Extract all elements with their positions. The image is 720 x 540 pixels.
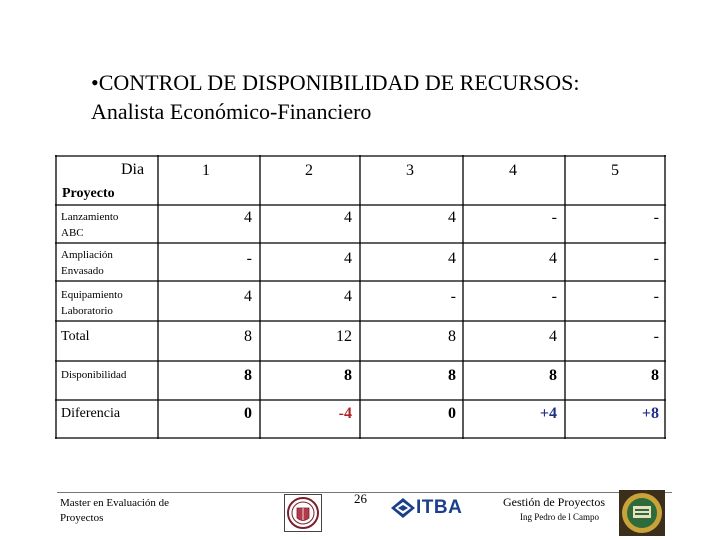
disponibilidad-cell: 8 <box>244 367 252 384</box>
corner-day-label: Dia <box>121 161 145 178</box>
university-seal-icon <box>284 494 322 532</box>
total-cell: - <box>653 328 659 345</box>
diferencia-cell: 0 <box>244 405 252 422</box>
table-cell: - <box>653 288 659 305</box>
day-header-2: 2 <box>305 162 313 179</box>
diferencia-cell-positive: +4 <box>539 405 557 422</box>
table-cell: 4 <box>344 250 352 267</box>
table-cell: 4 <box>448 250 456 267</box>
table-cell: 4 <box>244 209 252 226</box>
itba-logo <box>390 497 468 519</box>
table-grid <box>55 155 666 439</box>
table-cell: 4 <box>549 250 557 267</box>
table-cell: - <box>653 209 659 226</box>
footer-author: Ing Pedro de l Campo <box>520 512 599 522</box>
table-cell: 4 <box>448 209 456 226</box>
table-cell: - <box>551 288 557 305</box>
row-label: Lanzamiento ABC <box>61 211 119 239</box>
diferencia-cell-positive: +8 <box>641 405 659 422</box>
disponibilidad-label: Disponibilidad <box>61 369 127 381</box>
title-line-1: •CONTROL DE DISPONIBILIDAD DE RECURSOS: <box>91 70 580 95</box>
day-header-1: 1 <box>202 162 210 179</box>
page-number: 26 <box>354 491 367 506</box>
disponibilidad-cell: 8 <box>651 367 659 384</box>
diferencia-cell: 0 <box>448 405 456 422</box>
total-cell: 4 <box>549 328 557 345</box>
footer-program: Master en Evaluación de Proyectos <box>60 497 170 524</box>
day-header-3: 3 <box>406 162 414 179</box>
table-cell: 4 <box>344 209 352 226</box>
slide-title <box>91 68 579 126</box>
diferencia-label: Diferencia <box>61 406 121 421</box>
total-cell: 8 <box>244 328 252 345</box>
table-cell: - <box>450 288 456 305</box>
total-label: Total <box>61 329 90 344</box>
table-cell: - <box>246 250 252 267</box>
diferencia-cell-negative: -4 <box>338 405 352 422</box>
itba-emblem-icon <box>390 497 416 519</box>
day-header-4: 4 <box>509 162 517 179</box>
disponibilidad-cell: 8 <box>448 367 456 384</box>
table-cell: - <box>551 209 557 226</box>
total-cell: 8 <box>448 328 456 345</box>
title-line-2: Analista Económico-Financiero <box>91 99 372 124</box>
row-label: Equipamiento Laboratorio <box>61 289 123 317</box>
table-cell: 4 <box>244 288 252 305</box>
itba-wordmark: ITBA <box>416 497 463 518</box>
row-label: Ampliación Envasado <box>61 249 113 277</box>
day-header-5: 5 <box>611 162 619 179</box>
table-cell: 4 <box>344 288 352 305</box>
institution-badge-icon <box>619 490 665 536</box>
disponibilidad-cell: 8 <box>549 367 557 384</box>
disponibilidad-cell: 8 <box>344 367 352 384</box>
corner-project-label: Proyecto <box>62 186 115 201</box>
footer-course: Gestión de Proyectos <box>503 495 605 509</box>
total-cell: 12 <box>336 328 352 345</box>
table-cell: - <box>653 250 659 267</box>
